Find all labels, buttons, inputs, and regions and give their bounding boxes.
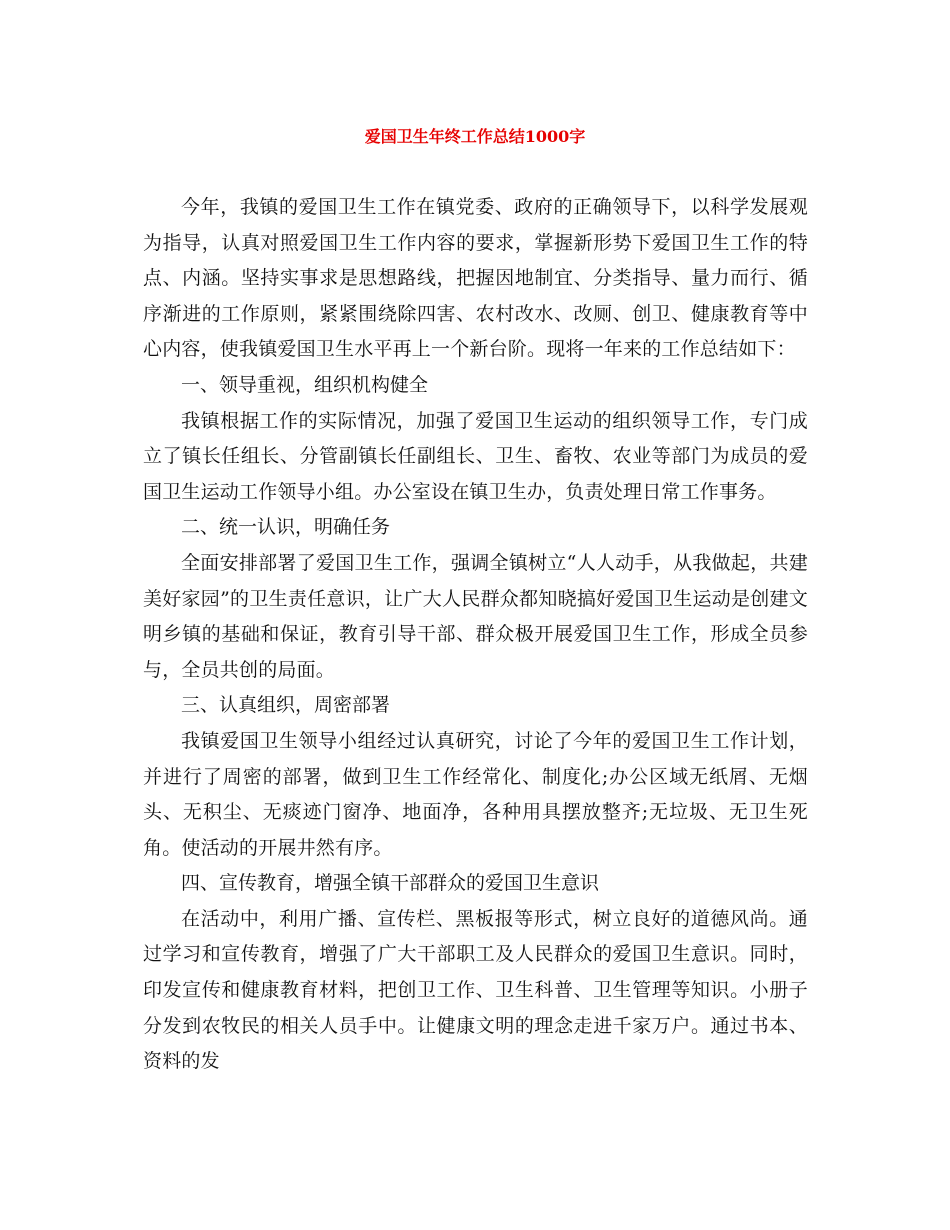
section-paragraph-2: 全面安排部署了爱国卫生工作，强调全镇树立“人人动手，从我做起，共建美好家园”的卫生责任意识，让广大人民群众都知晓搞好爱国卫生运动是创建文明乡镇的基础和保证，教育引导干部、群众极开展爱国卫生工作，形成全员参与，全员共创的局面。 [143,551,808,681]
section-paragraph-1: 我镇根据工作的实际情况，加强了爱国卫生运动的组织领导工作，专门成立了镇长任组长、分管副镇长任副组长、卫生、畜牧、农业等部门为成员的爱国卫生运动工作领导小组。办公室设在镇卫生办，负责处理日常工作事务。 [143,409,808,503]
document-body [143,190,808,1080]
document-title: 爱国卫生年终工作总结1000字 [364,127,586,146]
intro-paragraph: 今年，我镇的爱国卫生工作在镇党委、政府的正确领导下，以科学发展观为指导，认真对照爱国卫生工作内容的要求，掌握新形势下爱国卫生工作的特点、内涵。坚持实事求是思想路线，把握因地制宜、分类指导、量力而行、循序渐进的工作原则，紧紧围绕除四害、农村改水、改厕、创卫、健康教育等中心内容，使我镇爱国卫生水平再上一个新台阶。现将一年来的工作总结如下： [143,196,808,361]
section-paragraph-4: 在活动中，利用广播、宣传栏、黑板报等形式，树立良好的道德风尚。通过学习和宣传教育，增强了广大干部职工及人民群众的爱国卫生意识。同时，印发宣传和健康教育材料，把创卫工作、卫生科普、卫生管理等知识。小册子分发到农牧民的相关人员手中。让健康文明的理念走进千家万户。通过书本、资料的发 [143,907,808,1073]
section-heading-3: 三、认真组织，周密部署 [181,694,391,717]
section-heading-2: 二、统一认识，明确任务 [181,516,391,539]
section-heading-1: 一、领导重视，组织机构健全 [181,373,429,396]
section-paragraph-3: 我镇爱国卫生领导小组经过认真研究，讨论了今年的爱国卫生工作计划，并进行了周密的部署，做到卫生工作经常化、制度化;办公区域无纸屑、无烟头、无积尘、无痰迹门窗净、地面净，各种用具摆放整齐;无垃圾、无卫生死角。使活动的开展井然有序。 [143,729,808,859]
section-heading-4: 四、宣传教育，增强全镇干部群众的爱国卫生意识 [181,872,600,895]
